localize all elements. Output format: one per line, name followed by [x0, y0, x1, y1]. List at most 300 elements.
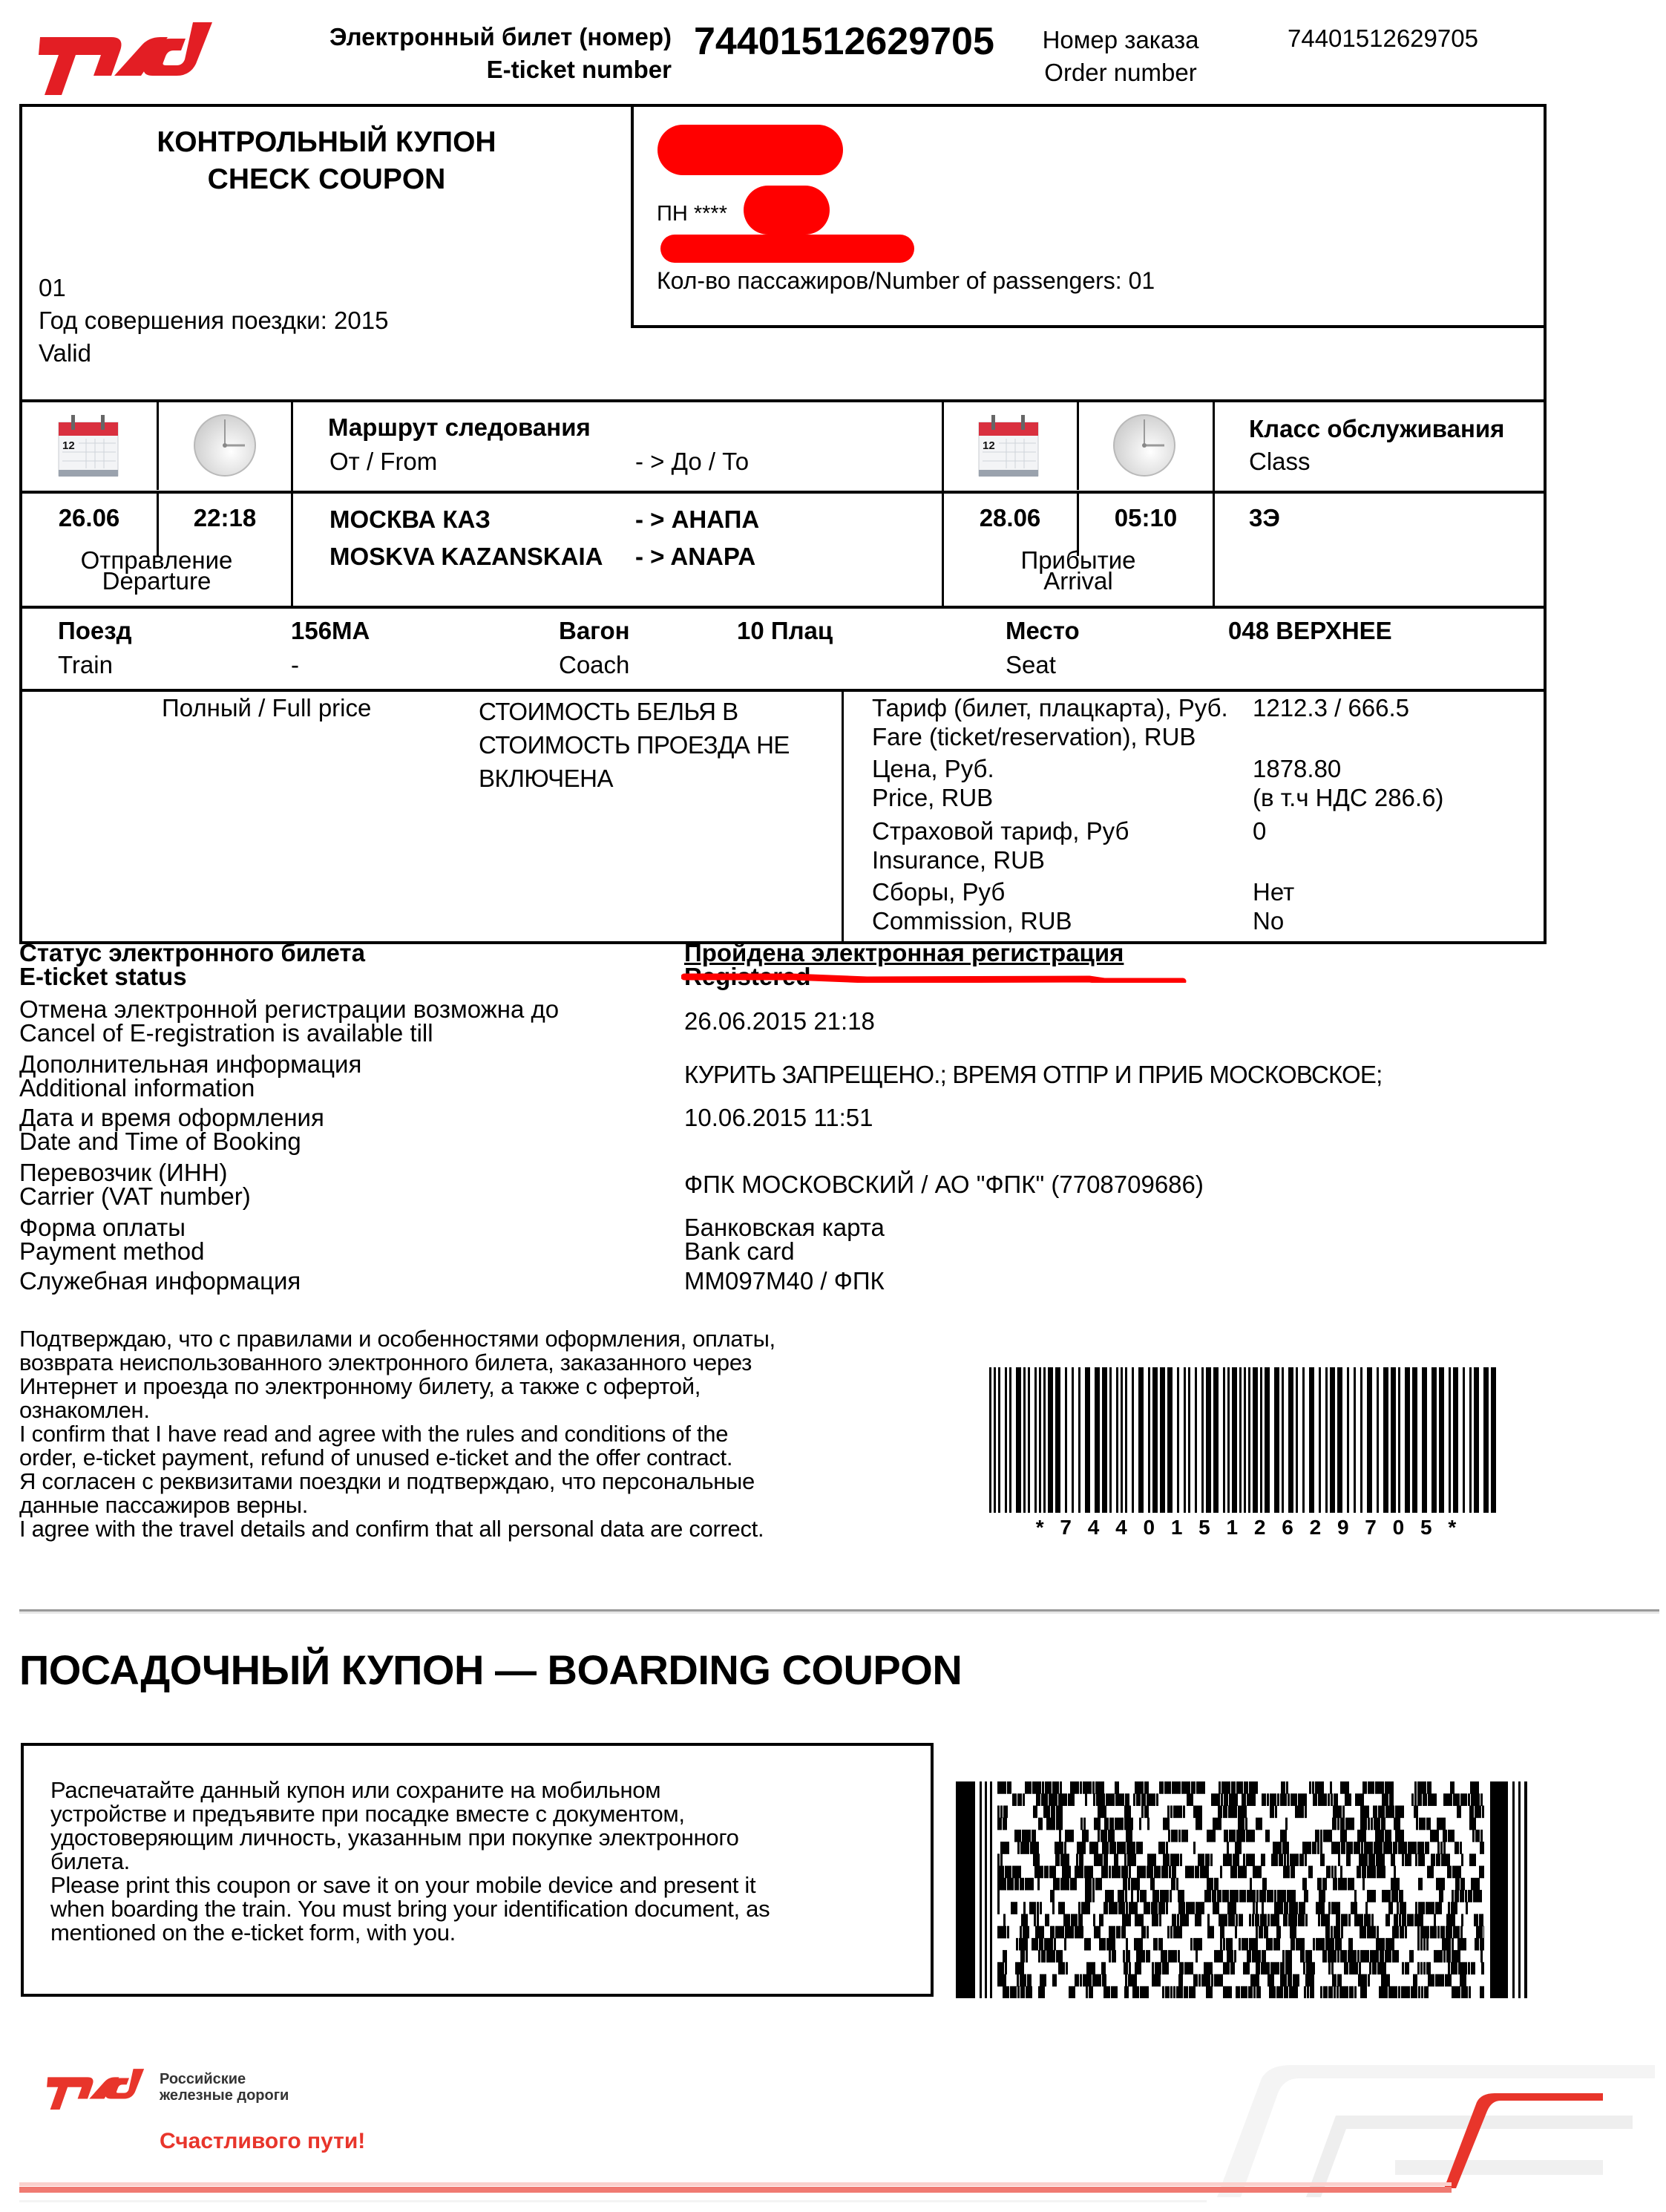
barcode-module: [1193, 1805, 1202, 1818]
barcode-module: [1236, 1986, 1240, 1998]
barcode-module: [1168, 1830, 1170, 1842]
barcode-module: [1092, 1974, 1101, 1987]
barcode-module: [1381, 1818, 1385, 1830]
barcode-module: [1473, 1890, 1482, 1902]
boarding-coupon-title: ПОСАДОЧНЫЙ КУПОН — BOARDING COUPON: [19, 1646, 962, 1693]
eticket-number: 74401512629705: [694, 20, 994, 63]
barcode-module: [1227, 1902, 1236, 1914]
barcode-module: [1259, 1890, 1266, 1902]
boarding-2d-barcode: [956, 1781, 1530, 1998]
barcode-bar: [1034, 1367, 1037, 1513]
status-label-en: E-ticket status: [19, 963, 187, 990]
barcode-module: [1443, 1830, 1447, 1842]
barcode-module: [1286, 1781, 1288, 1794]
barcode-module: [1469, 1853, 1476, 1866]
barcode-module: [1288, 1914, 1297, 1926]
barcode-module: [1328, 1793, 1330, 1806]
barcode-module: [1242, 1793, 1246, 1806]
barcode-module: [1316, 1902, 1325, 1914]
barcode-module: [1095, 1878, 1102, 1891]
barcode-module: [1407, 1914, 1414, 1926]
barcode-module: [1101, 1830, 1107, 1842]
barcode-module: [1394, 1818, 1400, 1830]
additional-value: КУРИТЬ ЗАПРЕЩЕНО.; ВРЕМЯ ОТПР И ПРИБ МОСКОВСКОЕ;: [684, 1061, 1383, 1088]
barcode-bar: [1048, 1367, 1053, 1513]
barcode-module: [1172, 1781, 1181, 1794]
barcode-bar: [1491, 1367, 1496, 1513]
barcode-bar: [1016, 1367, 1021, 1513]
barcode-bar: [1391, 1367, 1396, 1513]
barcode-module: [1032, 1781, 1041, 1794]
barcode-module: [1176, 1878, 1178, 1891]
barcode-module: [1470, 1781, 1479, 1794]
barcode-module: [1274, 1902, 1283, 1914]
barcode-module: [1448, 1962, 1450, 1974]
barcode-module: [1165, 1986, 1170, 1998]
payment-label-en: Payment method: [19, 1237, 205, 1265]
barcode-module: [1171, 1830, 1178, 1842]
barcode-module: [1133, 1793, 1135, 1806]
barcode-module: [1341, 1926, 1343, 1939]
barcode-module: [1054, 1938, 1056, 1951]
barcode-module: [1238, 1866, 1247, 1879]
barcode-module: [1480, 1938, 1484, 1951]
barcode-module: [1357, 1866, 1361, 1879]
barcode-module: [1402, 1962, 1404, 1974]
barcode-module: [1260, 1914, 1267, 1926]
barcode-module: [1193, 1938, 1202, 1951]
barcode-module: [1076, 1853, 1078, 1866]
additional-label-en: Additional information: [19, 1074, 255, 1102]
barcode-module: [1195, 1914, 1201, 1926]
barcode-module: [1305, 1805, 1307, 1818]
barcode-module: [1041, 1793, 1048, 1806]
barcode-module: [1481, 1962, 1484, 1974]
barcode-bar: [1055, 1367, 1060, 1513]
barcode-module: [1158, 1842, 1165, 1854]
barcode-module: [1092, 1781, 1095, 1794]
barcode-icon: [989, 1367, 1503, 1513]
fare-row-insurance-label-en: Insurance, RUB: [872, 846, 1045, 874]
barcode-module: [1166, 1902, 1168, 1914]
barcode-module: [1068, 1793, 1075, 1806]
barcode-bar: [1065, 1367, 1067, 1513]
barcode-module: [1219, 1914, 1227, 1926]
barcode-module: [1060, 1853, 1069, 1866]
status-value-en: Registered: [684, 963, 811, 990]
barcode-module: [1223, 1962, 1230, 1974]
barcode-module: [1196, 1902, 1204, 1914]
barcode-bar: [1296, 1367, 1298, 1513]
barcode-module: [1313, 1938, 1315, 1951]
barcode-module: [1411, 1793, 1414, 1806]
barcode-module: [1109, 1902, 1118, 1914]
barcode-module: [1451, 1902, 1457, 1914]
barcode-module: [1305, 1974, 1314, 1987]
barcode-module: [1126, 1902, 1128, 1914]
barcode-module: [1355, 1793, 1364, 1806]
barcode-module: [1172, 1866, 1176, 1879]
fare-row-ticket-label-ru: Тариф (билет, плацкарта), Руб.: [872, 694, 1228, 721]
barcode-module: [1405, 1962, 1409, 1974]
barcode-module: [1099, 1938, 1106, 1951]
barcode-module: [1345, 1818, 1354, 1830]
barcode-bar: [1360, 1367, 1362, 1513]
barcode-module: [1261, 1962, 1270, 1974]
barcode-module: [1198, 1974, 1201, 1987]
barcode-module: [1131, 1878, 1140, 1891]
barcode-module: [1055, 1926, 1064, 1939]
barcode-module: [1359, 1962, 1361, 1974]
barcode-module: [1033, 1853, 1040, 1866]
barcode-module: [1170, 1805, 1173, 1818]
barcode-module: [1334, 1926, 1340, 1939]
barcode-module: [1253, 1986, 1256, 1998]
barcode-module: [1306, 1962, 1315, 1974]
barcode-module: [1443, 1950, 1446, 1963]
barcode-module: [1183, 1805, 1185, 1818]
barcode-module: [1150, 1878, 1155, 1891]
barcode-module: [1348, 1938, 1353, 1951]
barcode-module: [1167, 1805, 1170, 1818]
barcode-module: [1427, 1866, 1434, 1879]
barcode-module: [1179, 1962, 1184, 1974]
barcode-module: [1426, 1962, 1431, 1974]
class-label-ru: Класс обслуживания: [1249, 415, 1505, 442]
eticket-label-ru: Электронный билет (номер): [329, 23, 672, 50]
rzd-logo-icon: [37, 16, 223, 99]
barcode-module: [1081, 1902, 1090, 1914]
barcode-module: [1056, 1805, 1063, 1818]
barcode-module: [1408, 1842, 1417, 1854]
barcode-module: [1152, 1974, 1161, 1987]
barcode-module: [1220, 1866, 1222, 1879]
barcode-module: [1289, 1902, 1298, 1914]
barcode-module: [1447, 1866, 1452, 1879]
order-label-en: Order number: [1044, 59, 1197, 86]
barcode-module: [1434, 1950, 1443, 1963]
barcode-module: [1129, 1866, 1131, 1879]
barcode-module: [1414, 1793, 1417, 1806]
barcode-bar: [1337, 1367, 1342, 1513]
barcode-module: [1414, 1914, 1423, 1926]
barcode-module: [1359, 1853, 1368, 1866]
barcode-module: [1016, 1938, 1018, 1951]
barcode-module: [1247, 1890, 1256, 1902]
passenger-count: Кол-во пассажиров/Number of passengers: 01: [657, 267, 1155, 294]
barcode-module: [1452, 1866, 1461, 1879]
barcode-module: [1096, 1793, 1105, 1806]
barcode-module: [980, 1781, 982, 1998]
barcode-module: [1480, 1842, 1484, 1854]
barcode-module: [1116, 1926, 1121, 1939]
barcode-module: [1446, 1914, 1455, 1926]
to-station-ru: - > АНАПА: [635, 505, 760, 533]
barcode-module: [1293, 1974, 1299, 1987]
barcode-module: [1460, 1926, 1463, 1939]
barcode-module: [1253, 1902, 1255, 1914]
barcode-module: [1077, 1842, 1086, 1854]
barcode-module: [1282, 1950, 1285, 1963]
barcode-module: [1360, 1805, 1369, 1818]
barcode-module: [1266, 1938, 1273, 1951]
barcode-module: [1382, 1793, 1388, 1806]
barcode-module: [1230, 1962, 1235, 1974]
barcode-module: [1377, 1962, 1386, 1974]
barcode-module: [1291, 1793, 1297, 1806]
clock-icon: [191, 412, 258, 479]
barcode-module: [1207, 1830, 1216, 1842]
barcode-bar: [1412, 1367, 1417, 1513]
barcode-module: [1364, 1914, 1371, 1926]
barcode-module: [1211, 1974, 1213, 1987]
barcode-module: [1021, 1914, 1028, 1926]
barcode-bar: [1195, 1367, 1197, 1513]
barcode-module: [1446, 1926, 1452, 1939]
barcode-module: [1141, 1805, 1144, 1818]
barcode-module: [1082, 1830, 1089, 1842]
barcode-bar: [1184, 1367, 1186, 1513]
barcode-module: [1083, 1781, 1092, 1794]
barcode-module: [1305, 1853, 1307, 1866]
barcode-module: [1388, 1902, 1393, 1914]
fare-row-commission-value-en: No: [1253, 907, 1285, 935]
barcode-module: [1080, 1818, 1083, 1830]
barcode-module: [1207, 1914, 1210, 1926]
barcode-module: [1385, 1830, 1391, 1842]
barcode-module: [1287, 1890, 1296, 1902]
barcode-module: [1184, 1962, 1193, 1974]
barcode-module: [1071, 1914, 1078, 1926]
barcode-module: [1262, 1950, 1266, 1963]
barcode-module: [1170, 1890, 1172, 1902]
barcode-module: [1360, 1986, 1367, 1998]
barcode-module: [1388, 1986, 1397, 1998]
payment-value-en: Bank card: [684, 1237, 795, 1265]
svg-text:12: 12: [983, 439, 995, 452]
departure-time: 22:18: [193, 504, 257, 531]
barcode-module: [1465, 1890, 1467, 1902]
barcode-module: [1397, 1902, 1399, 1914]
barcode-module: [1452, 1986, 1460, 1998]
barcode-module: [1279, 1853, 1283, 1866]
barcode-module: [1124, 1853, 1126, 1866]
barcode-module: [1205, 1853, 1210, 1866]
barcode-bar: [1109, 1367, 1112, 1513]
barcode-module: [1147, 1818, 1150, 1830]
barcode-module: [1362, 1781, 1367, 1794]
divider: [19, 606, 1547, 609]
barcode-module: [1265, 1830, 1270, 1842]
barcode-module: [1005, 1866, 1011, 1879]
barcode-module: [1308, 1866, 1313, 1879]
barcode-module: [1123, 1950, 1125, 1963]
barcode-module: [1262, 1902, 1264, 1914]
barcode-module: [1328, 1902, 1331, 1914]
barcode-bar: [1330, 1367, 1335, 1513]
barcode-module: [1340, 1866, 1342, 1879]
barcode-module: [1298, 1914, 1305, 1926]
barcode-bar: [1095, 1367, 1100, 1513]
barcode-module: [1323, 1986, 1328, 1998]
barcode-module: [1085, 1878, 1092, 1891]
barcode-bar: [1463, 1367, 1465, 1513]
barcode-module: [1295, 1805, 1304, 1818]
barcode-module: [1368, 1818, 1370, 1830]
barcode-module: [1317, 1878, 1322, 1891]
barcode-module: [1385, 1914, 1390, 1926]
barcode-module: [1055, 1853, 1060, 1866]
barcode-module: [1223, 1805, 1227, 1818]
barcode-module: [1340, 1830, 1347, 1842]
barcode-module: [1483, 1926, 1484, 1939]
barcode-module: [1490, 1781, 1508, 1998]
barcode-module: [1382, 1890, 1391, 1902]
barcode-module: [1123, 1878, 1127, 1891]
fare-row-price-value: 1878.80: [1253, 755, 1342, 782]
passport-prefix: ПН ****: [657, 202, 727, 226]
barcode-module: [1151, 1902, 1158, 1914]
barcode-module: [1313, 1793, 1317, 1806]
barcode-module: [1337, 1950, 1339, 1963]
barcode-module: [1267, 1890, 1273, 1902]
seat-label-ru: Место: [1006, 617, 1080, 644]
barcode-module: [1431, 1853, 1435, 1866]
barcode-module: [1094, 1853, 1103, 1866]
barcode-module: [1224, 1793, 1228, 1806]
barcode-module: [1317, 1842, 1319, 1854]
barcode-module: [1060, 1781, 1062, 1794]
barcode-module: [1080, 1974, 1082, 1987]
barcode-module: [1056, 1818, 1063, 1830]
order-label-ru: Номер заказа: [1042, 26, 1199, 53]
fare-row-price-vat: (в т.ч НДС 286.6): [1253, 784, 1444, 811]
barcode-module: [1455, 1842, 1459, 1854]
cancel-label-en: Cancel of E-registration is available till: [19, 1019, 433, 1047]
barcode-module: [1223, 1986, 1232, 1998]
barcode-module: [1270, 1805, 1274, 1818]
barcode-module: [1221, 1781, 1230, 1794]
linen-note: СТОИМОСТЬ БЕЛЬЯ В СТОИМОСТЬ ПРОЕЗДА НЕ ВКЛЮЧЕНА: [479, 698, 790, 792]
barcode-module: [1201, 1974, 1210, 1987]
barcode-module: [1320, 1986, 1322, 1998]
fare-row-price-label-ru: Цена, Руб.: [872, 755, 994, 782]
barcode-module: [1126, 1842, 1135, 1854]
fare-row-commission-label-en: Commission, RUB: [872, 907, 1072, 935]
barcode-module: [1140, 1986, 1149, 1998]
barcode-module: [1480, 1986, 1484, 1998]
barcode-module: [1026, 1986, 1032, 1998]
barcode-module: [1101, 1866, 1108, 1879]
barcode-module: [1207, 1926, 1214, 1939]
barcode-module: [1395, 1830, 1404, 1842]
barcode-bar: [1152, 1367, 1158, 1513]
barcode-module: [1461, 1986, 1468, 1998]
barcode-module: [1357, 1830, 1366, 1842]
barcode-module: [1056, 1950, 1063, 1963]
barcode-module: [1193, 1842, 1196, 1854]
barcode-module: [1321, 1914, 1330, 1926]
svg-text:12: 12: [62, 439, 75, 452]
barcode-module: [1443, 1793, 1452, 1806]
barcode-module: [1233, 1853, 1239, 1866]
barcode-module: [1126, 1950, 1130, 1963]
barcode-module: [1289, 1986, 1298, 1998]
rzd-logo: [37, 16, 223, 99]
barcode-module: [1304, 1986, 1306, 1998]
barcode-module: [1085, 1793, 1087, 1806]
barcode-module: [1391, 1878, 1400, 1891]
eticket-label-en: E-ticket number: [486, 56, 672, 83]
barcode-module: [1204, 1890, 1211, 1902]
barcode-module: [1360, 1818, 1367, 1830]
barcode-module: [1026, 1950, 1028, 1963]
barcode-module: [1250, 1974, 1259, 1987]
barcode-module: [1371, 1818, 1373, 1830]
barcode-module: [1019, 1938, 1028, 1951]
barcode-module: [1471, 1962, 1475, 1974]
barcode-bar: [1188, 1367, 1190, 1513]
barcode-module: [1085, 1890, 1092, 1902]
service-value: ММ097М40 / ФПК: [684, 1267, 885, 1295]
barcode-module: [1468, 1793, 1470, 1806]
barcode-module: [1389, 1793, 1394, 1806]
barcode-module: [1222, 1890, 1229, 1902]
barcode-module: [1398, 1986, 1400, 1998]
barcode-module: [1437, 1842, 1440, 1854]
barcode-module: [1369, 1962, 1371, 1974]
barcode-module: [1228, 1805, 1237, 1818]
barcode-module: [1160, 1890, 1169, 1902]
barcode-module: [1065, 1926, 1074, 1939]
barcode-bar: [1248, 1367, 1250, 1513]
barcode-module: [1480, 1793, 1483, 1806]
barcode-module: [1368, 1781, 1374, 1794]
barcode-module: [1468, 1962, 1470, 1974]
barcode-module: [1282, 1842, 1289, 1854]
barcode-bar: [1009, 1367, 1011, 1513]
barcode-module: [1418, 1986, 1420, 1998]
barcode-module: [1177, 1914, 1179, 1926]
barcode-module: [1227, 1950, 1233, 1963]
barcode-bar: [1160, 1367, 1165, 1513]
barcode-module: [1170, 1853, 1179, 1866]
barcode-module: [1252, 1950, 1261, 1963]
divider: [19, 491, 1547, 494]
barcode-module: [1249, 1781, 1258, 1794]
barcode-module: [1455, 1878, 1460, 1891]
barcode-module: [1281, 1781, 1285, 1794]
divider: [291, 401, 293, 607]
barcode-module: [1451, 1962, 1457, 1974]
footer-company-name-1: Российские: [160, 2071, 246, 2087]
barcode-module: [1426, 1818, 1431, 1830]
barcode-module: [1345, 1793, 1351, 1806]
barcode-module: [1284, 1853, 1286, 1866]
barcode-module: [1173, 1986, 1175, 1998]
barcode-module: [1424, 1986, 1429, 1998]
barcode-module: [1084, 1938, 1091, 1951]
barcode-module: [1402, 1853, 1404, 1866]
barcode-module: [1220, 1938, 1222, 1951]
barcode-module: [1125, 1974, 1127, 1987]
barcode-module: [1441, 1853, 1450, 1866]
barcode-module: [1475, 1805, 1481, 1818]
barcode-module: [1371, 1914, 1374, 1926]
barcode-bar: [1274, 1367, 1279, 1513]
barcode-module: [1007, 1878, 1014, 1891]
barcode-module: [1210, 1853, 1213, 1866]
